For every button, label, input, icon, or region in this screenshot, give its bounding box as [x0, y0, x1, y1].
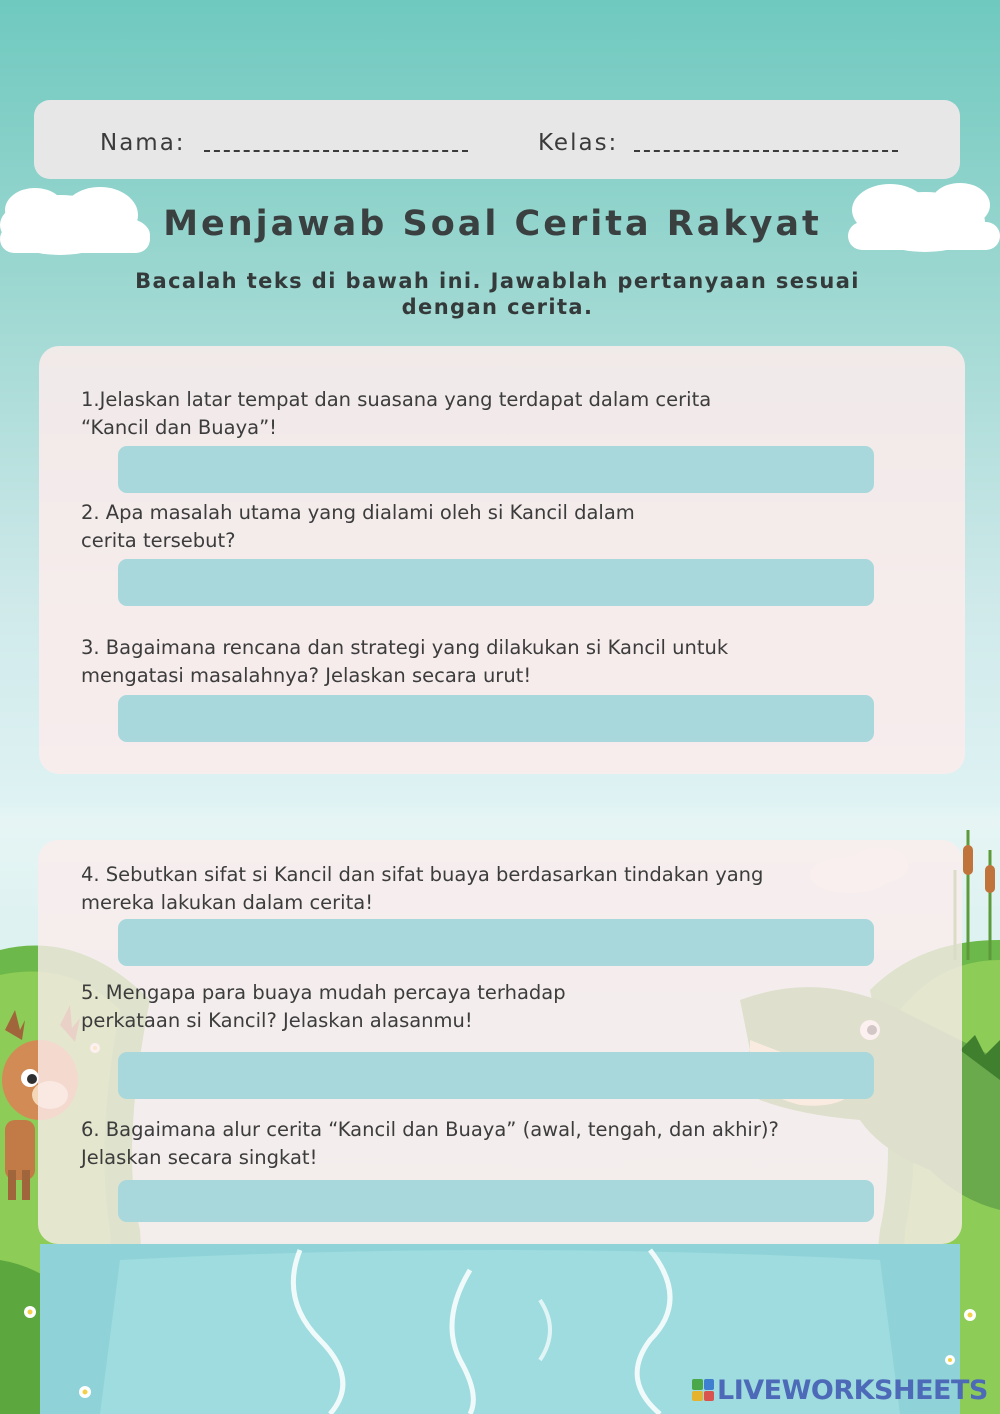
- kelas-input-line[interactable]: [634, 150, 898, 152]
- answer-input-2[interactable]: [118, 559, 874, 606]
- instruction-text: Bacalah teks di bawah ini. Jawablah pertanyaan sesuai dengan cerita.: [135, 269, 860, 319]
- question-3: 3. Bagaimana rencana dan strategi yang dilakukan si Kancil untuk mengatasi masalahnya? Jelaskan secara urut!: [81, 636, 729, 687]
- answer-input-6[interactable]: [118, 1180, 874, 1222]
- nama-input-line[interactable]: [204, 150, 468, 152]
- liveworksheets-logo-icon: [692, 1379, 714, 1401]
- page-title: Menjawab Soal Cerita Rakyat: [163, 204, 822, 244]
- kelas-label: Kelas:: [538, 130, 619, 156]
- question-4: 4. Sebutkan sifat si Kancil dan sifat buaya berdasarkan tindakan yang mereka lakukan dalam cerita!: [81, 863, 764, 914]
- nama-label: Nama:: [100, 130, 186, 156]
- answer-input-4[interactable]: [118, 919, 874, 966]
- answer-input-3[interactable]: [118, 695, 874, 742]
- answer-input-5[interactable]: [118, 1052, 874, 1099]
- question-1: 1.Jelaskan latar tempat dan suasana yang terdapat dalam cerita “Kancil dan Buaya”!: [81, 388, 712, 439]
- liveworksheets-wordmark: LIVEWORKSHEETS: [717, 1374, 988, 1406]
- question-2: 2. Apa masalah utama yang dialami oleh si Kancil dalam cerita tersebut?: [81, 501, 635, 552]
- question-5: 5. Mengapa para buaya mudah percaya terhadap perkataan si Kancil? Jelaskan alasanmu!: [81, 981, 566, 1032]
- liveworksheets-brand[interactable]: [692, 1373, 988, 1407]
- question-6: 6. Bagaimana alur cerita “Kancil dan Buaya” (awal, tengah, dan akhir)? Jelaskan secara singkat!: [81, 1118, 779, 1169]
- answer-input-1[interactable]: [118, 446, 874, 493]
